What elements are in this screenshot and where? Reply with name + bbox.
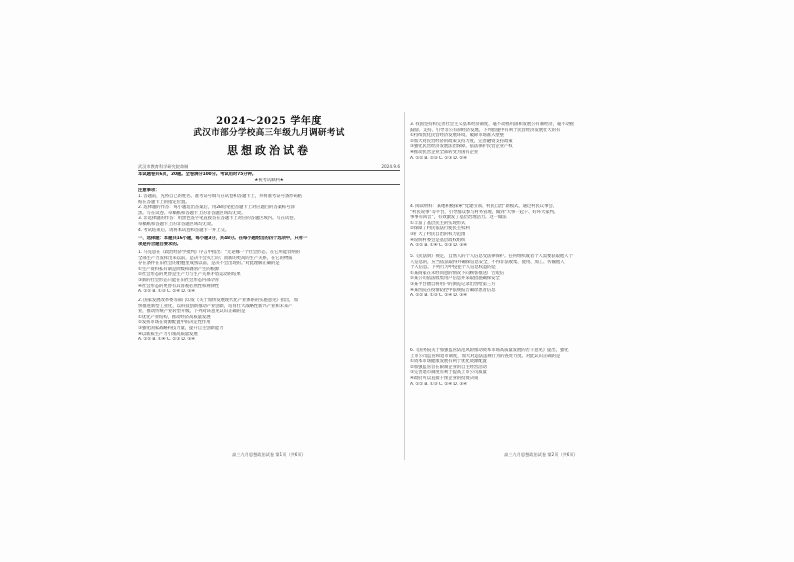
question-3-option: ③强化民营经济发展法治保障，依法保护民营企业产权 <box>410 144 513 150</box>
question-1-line: 1. 马克思在《政治经济学批判》序言中指出：“无论哪一个社会形态，在它所能容纳的 <box>138 250 300 255</box>
question-5-line: 5.《民法典》规定，自然人的个人信息受法律保护。任何组织或者个人需要获取他人个 <box>410 254 573 259</box>
page-footer: 高三九月思想政治试卷 第2页（共6页） <box>504 452 578 457</box>
question-2-option: ③强化国家战略科技力量，提升自主创新能力 <box>138 326 224 331</box>
notice-line: 1. 答题前，先将自己的姓名、准考证号填写在试卷和答题卡上，并将准考证号条形码粘 <box>138 194 303 199</box>
question-3-line: 3. 我国坚持和完善社会主义基本经济制度，毫不动摇巩固和发展公有制经济，毫不动摇 <box>410 122 575 127</box>
question-5-option: ④某医院在疫情防控中依规报告确诊患者信息 <box>410 287 496 293</box>
question-4-choices: A. ①② B. ①④ C. ②③ D. ③④ <box>410 243 467 249</box>
question-4-option: ③扩大了村民自治的权力范围 <box>410 232 466 237</box>
question-5-option: ①某商家在未经同意的情况下向顾客推送广告短信 <box>410 270 504 276</box>
notice-line: 贴在答题卡上的指定位置。 <box>138 199 190 205</box>
question-4-line: 事事有回音”，有效激发了基层治理活力。这一做法 <box>410 215 507 221</box>
question-6-line: 上市公司监管和退市制度，加大对违法违规行为的查处力度。对此认识正确的是 <box>410 353 561 359</box>
question-1-option: ①生产资料私有制是阶级和剥削产生的根源 <box>138 266 220 272</box>
question-2-option: ④以新质生产力引领高质量发展 <box>138 331 198 337</box>
question-5-option: ②某公司依法收集用户信息并采取措施确保安全 <box>410 276 500 282</box>
notice-line: 4. 考试结束后，请将本试卷和答题卡一并上交。 <box>138 227 230 233</box>
exam-page-1 <box>138 108 400 464</box>
exam-page-2 <box>410 108 672 464</box>
question-4-option: ④说明村委会是基层政权组织 <box>410 237 466 243</box>
notice-line: 草稿纸和答题卡上的非答题区域均无效。 <box>138 222 216 227</box>
question-3-option: ①持续优化民营经济发展环境，破除市场准入壁垒 <box>410 133 504 139</box>
question-6-choices: A. ①② B. ①③ C. ②④ D. ③④ <box>410 381 467 387</box>
question-5-option: ③某平台擅自将用户的浏览记录出售给第三方 <box>410 282 496 287</box>
question-3-option: ④推动民营企业全部转变为国有企业 <box>410 150 479 155</box>
question-2-line: 2. 国家发展改革委等部门印发《关于加快发展现代化产业体系的实施意见》指出，加 <box>138 298 298 303</box>
question-6-option: ③完善退市制度有利于提高上市公司质量 <box>410 370 487 376</box>
section-heading-cont: 项是符合题目要求的。 <box>138 241 181 247</box>
question-4-option: ①丰富了基层民主的实现形式 <box>410 220 466 226</box>
notice-line: 2. 选择题的作答：每小题选出答案后，用2B铅笔把答题卡上对应题目的答案标号涂 <box>138 205 295 211</box>
exam-date: 2024.9.6 <box>381 164 400 169</box>
section-heading: 一、选择题：本题共16小题，每小题3分，共48分。在每小题给出的四个选项中，只有一 <box>138 236 308 241</box>
page-fold-divider <box>404 112 405 460</box>
question-5-choices: A. ①② B. ①③ C. ②④ D. ③④ <box>410 293 467 299</box>
subject-title: 思想政治试卷 <box>227 144 311 157</box>
question-1-choices: A. ①② B. ①③ C. ②④ D. ③④ <box>138 289 195 295</box>
question-1-option: ④社会形态的更替有其客观必然性和规律性 <box>138 283 220 289</box>
page-footer: 高三九月思想政治试卷 第1页（共6页） <box>232 452 306 457</box>
question-2-option: ①优化产业结构，推动经济高质量发展 <box>138 314 211 320</box>
question-1-option: ②社会形态的更替是生产力与生产关系矛盾运动的结果 <box>138 272 241 278</box>
question-6-option: ②加强监管旨在限制企业的自主经营活动 <box>410 364 487 370</box>
question-2-line: 快推进新型工业化，以科技创新推动产业创新，培育壮大战略性新兴产业和未来产 <box>138 303 293 309</box>
question-4-line: “村民说事”等平台，引导群众参与村务管理，做到“大事一起干、好坏大家判、 <box>410 209 559 215</box>
exam-info: 本试题卷共6页，20题。全卷满分100分。考试用时75分钟。 <box>138 172 257 177</box>
header-rule <box>138 170 400 171</box>
question-2-option: ②发挥市场在资源配置中的决定性作用 <box>138 320 211 326</box>
question-5-line: 人信息的，应当依法取得并确保信息安全，不得非法收集、使用、加工、传输他人 <box>410 259 565 265</box>
question-3-option: ②加大对民营经济的政策支持力度，完善融资支持政策 <box>410 138 513 144</box>
issuer: 武汉市教育科学研究院命制 <box>138 164 189 169</box>
question-1-line: 存在条件在旧社会的胎胞里成熟以前，是决不会出现的。”对此理解正确的是 <box>138 261 280 267</box>
notice-heading: 注意事项： <box>138 188 160 193</box>
question-3-line: 鼓励、支持、引导非公有制经济发展。下列措施中有利于民营经济发展壮大的有 <box>410 127 561 133</box>
header-rule-2 <box>138 184 400 185</box>
good-luck: ★祝考试顺利★ <box>254 178 284 183</box>
question-2-choices: A. ①② B. ①④ C. ②③ D. ③④ <box>138 337 195 343</box>
question-1-line: 全部生产力发挥出来以前，是决不会灭亡的；而新的更高的生产关系，在它的物质 <box>138 255 293 261</box>
question-1-option: ③新的社会形态只能在旧社会形态内部孕育 <box>138 278 220 283</box>
question-6-line: 6.《国务院关于加强监管防范风险推动资本市场高质量发展的若干意见》提出，强化 <box>410 348 569 353</box>
notice-line: 黑。写在试卷、草稿纸和答题卡上的非答题区域均无效。 <box>138 210 246 216</box>
question-6-option: ④政府可以直接干预企业的投资决策 <box>410 376 479 381</box>
question-3-choices: A. ①② B. ②③ C. ①③ D. ②④ <box>410 155 467 161</box>
school-year: 2024～2025 学年度 <box>216 116 322 127</box>
question-6-option: ①资本市场健康发展有利于优化资源配置 <box>410 359 487 365</box>
question-4-option: ②保障了村民依法行使民主权利 <box>410 226 470 232</box>
question-5-line: 个人信息。下列行为中侵犯个人信息权益的是 <box>410 265 496 271</box>
notice-line: 3. 非选择题的作答：用黑色签字笔直接答在答题卡上对应的答题区域内。写在试卷、 <box>138 216 298 222</box>
question-2-line: 业，推动传统产业转型升级。下列对该意见认识正确的是 <box>138 309 246 315</box>
exam-title: 武汉市部分学校高三年级九月调研考试 <box>193 128 345 138</box>
question-4-line: 4. 阅读材料：某地积极探索“党建引领、村民自治”新模式，通过村民议事会、 <box>410 204 557 209</box>
